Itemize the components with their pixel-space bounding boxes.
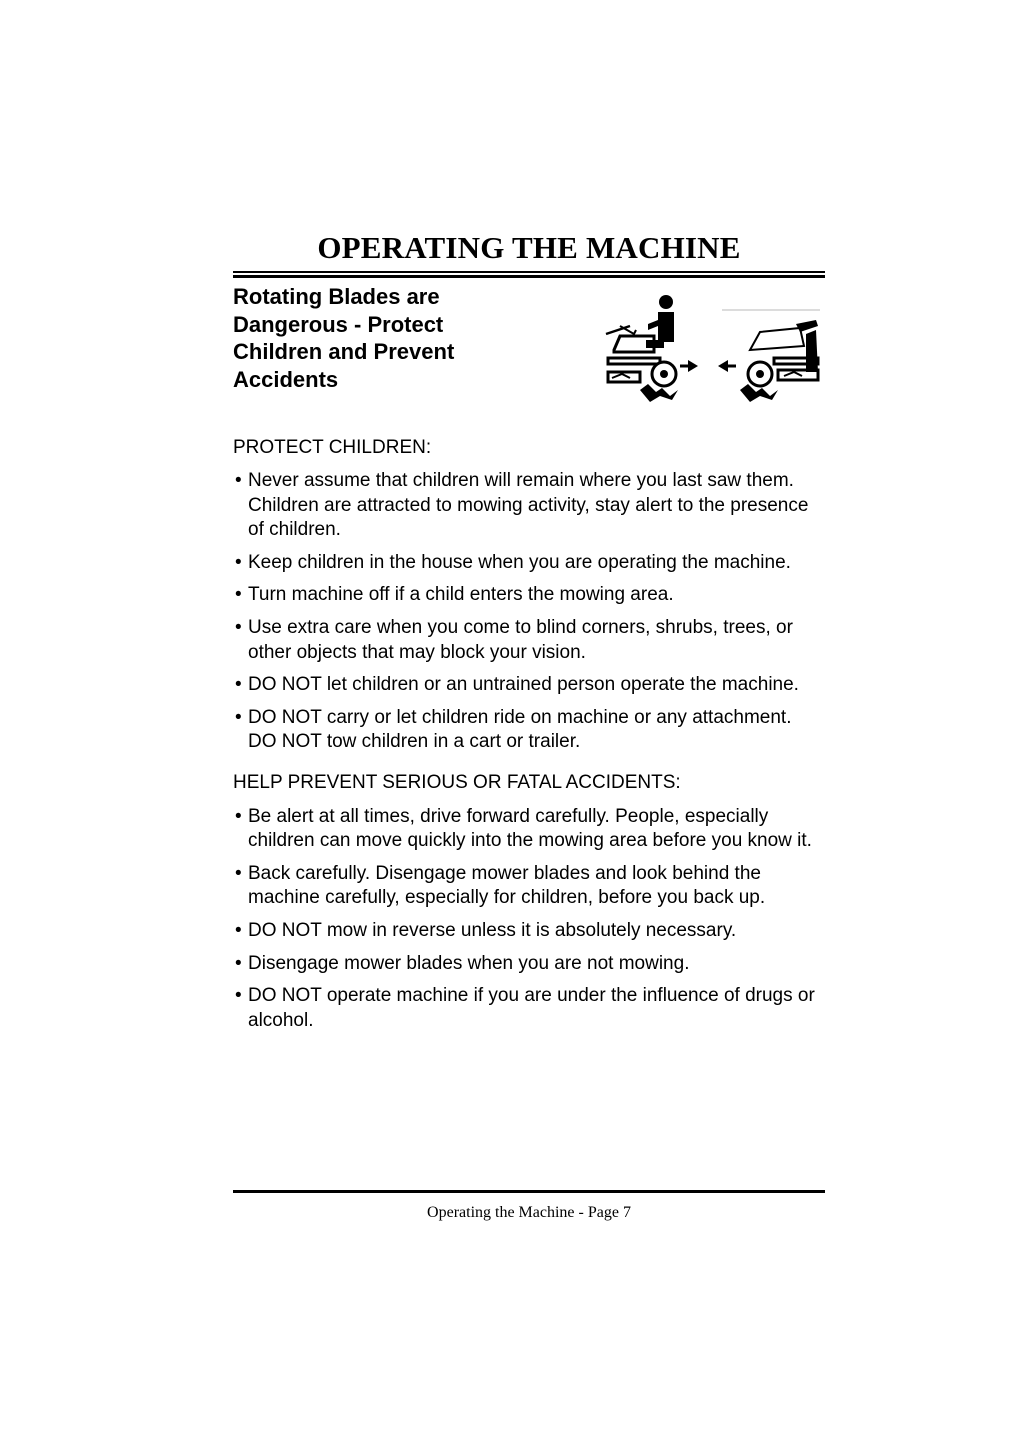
bullet-glyph: • (235, 707, 242, 729)
bullet-glyph: • (235, 862, 242, 884)
list-item-text: Never assume that children will remain where you last saw them. Children are attracted to mowing activity, stay alert to the presence of children. (248, 470, 809, 540)
list-item (233, 805, 825, 854)
warning-heading-line: Dangerous - Protect (233, 311, 444, 337)
bullet-list (233, 469, 825, 754)
bullet-glyph: • (235, 470, 242, 492)
warning-heading-line: Rotating Blades are (233, 284, 440, 309)
list-item-text: DO NOT operate machine if you are under the influence of drugs or alcohol. (248, 985, 815, 1031)
list-item (233, 469, 825, 542)
bullet-glyph: • (235, 919, 242, 941)
footer-rule (233, 1190, 825, 1193)
list-item-text: Disengage mower blades when you are not mowing. (248, 952, 690, 974)
title-rule-bottom (233, 275, 825, 278)
list-item-text: Use extra care when you come to blind corners, shrubs, trees, or other objects that may block your vision. (248, 617, 793, 663)
list-item-text: DO NOT carry or let children ride on machine or any attachment. DO NOT tow children in a cart or trailer. (248, 707, 792, 753)
warning-heading (233, 283, 573, 393)
list-item-text: Be alert at all times, drive forward carefully. People, especially children can move quickly into the mowing area before you know it. (248, 805, 812, 851)
list-item (233, 862, 825, 911)
bullet-list (233, 805, 825, 1033)
list-item (233, 984, 825, 1033)
list-item (233, 952, 825, 976)
list-item-text: Keep children in the house when you are operating the machine. (248, 551, 791, 573)
warning-heading-line: Children and Prevent (233, 339, 455, 364)
title-rule-top (233, 271, 825, 273)
list-item (233, 706, 825, 755)
riding-mower-child-warning-icon (600, 290, 825, 408)
bullet-glyph: • (235, 674, 242, 696)
bullet-glyph: • (235, 551, 242, 573)
list-item-text: Turn machine off if a child enters the mowing area. (248, 584, 674, 606)
list-item (233, 616, 825, 665)
bullet-glyph: • (235, 805, 242, 827)
page-title: OPERATING THE MACHINE (317, 230, 741, 265)
list-item (233, 919, 825, 943)
bullet-glyph: • (235, 584, 242, 606)
bullet-glyph: • (235, 952, 242, 974)
list-item (233, 551, 825, 575)
list-item-text: DO NOT mow in reverse unless it is absolutely necessary. (248, 919, 737, 941)
list-item (233, 673, 825, 697)
bullet-glyph: • (235, 617, 242, 639)
section-title: HELP PREVENT SERIOUS OR FATAL ACCIDENTS: (233, 772, 681, 794)
list-item-text: Back carefully. Disengage mower blades and look behind the machine carefully, especially for children, before you back up. (248, 862, 766, 908)
bullet-glyph: • (235, 985, 242, 1007)
list-item-text: DO NOT let children or an untrained person operate the machine. (248, 674, 799, 696)
page-footer: Operating the Machine - Page 7 (427, 1204, 631, 1221)
warning-heading-line: Accidents (233, 366, 339, 392)
section-title: PROTECT CHILDREN: (233, 437, 432, 458)
list-item (233, 583, 825, 607)
safety-content (233, 436, 825, 1041)
